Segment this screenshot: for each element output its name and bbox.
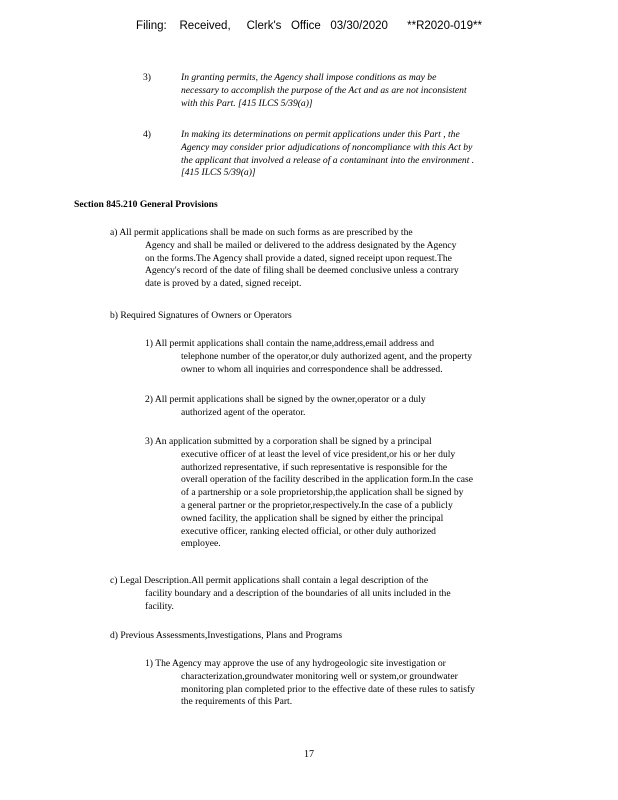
paragraph-b3 bbox=[145, 436, 473, 551]
text-line: [415 ILCS 5/39(a)] bbox=[181, 167, 256, 179]
text-line: 1) The Agency may approve the use of any hydrogeologic site investigation or bbox=[145, 658, 446, 669]
text-line: Agency's record of the date of filing shall be deemed conclusive unless a contrary bbox=[145, 265, 459, 277]
paragraph-c bbox=[110, 575, 451, 613]
filing-header: Filing: Received, Clerk's Office 03/30/2020 **R2020-019** bbox=[136, 20, 482, 32]
text-line: overall operation of the facility described in the application form.In the case bbox=[181, 474, 473, 486]
subsection-b-heading: b) Required Signatures of Owners or Operators bbox=[110, 310, 292, 321]
text-line: 3) An application submitted by a corporation shall be signed by a principal bbox=[145, 436, 432, 447]
text-line: Agency and shall be mailed or delivered to the address designated by the Agency bbox=[145, 239, 457, 251]
text-line: a general partner or the proprietor,respectively.In the case of a publicly bbox=[181, 499, 453, 511]
text-line: telephone number of the operator,or duly authorized agent, and the property bbox=[181, 350, 473, 362]
text-line: the requirements of this Part. bbox=[181, 696, 293, 708]
page-number: 17 bbox=[304, 749, 314, 760]
text-line: a) All permit applications shall be made on such forms as are prescribed by the bbox=[110, 227, 413, 238]
text-line: the applicant that involved a release of a contaminant into the environment . bbox=[181, 154, 475, 166]
paragraph-a bbox=[110, 227, 459, 291]
text-line: characterization,groundwater monitoring well or system,or groundwater bbox=[181, 670, 458, 682]
text-line: In making its determinations on permit applications under this Part , the bbox=[181, 129, 460, 140]
text-line: of a partnership or a sole proprietorship,the application shall be signed by bbox=[181, 487, 464, 499]
text-line: with this Part. [415 ILCS 5/39(a)] bbox=[181, 97, 313, 109]
text-line: executive officer of at least the level of vice president,or his or her duly bbox=[181, 448, 456, 460]
text-line: Agency may consider prior adjudications of noncompliance with this Act by bbox=[181, 141, 473, 153]
item-3-text bbox=[181, 72, 467, 110]
text-line: In granting permits, the Agency shall impose conditions as may be bbox=[181, 72, 437, 83]
item-number: 3) bbox=[143, 72, 151, 83]
text-line: 2) All permit applications shall be signed by the owner,operator or a duly bbox=[145, 394, 426, 405]
text-line: on the forms.The Agency shall provide a dated, signed receipt upon request.The bbox=[145, 252, 452, 264]
text-line: necessary to accomplish the purpose of the Act and as are not inconsistent bbox=[181, 84, 467, 96]
paragraph-b2 bbox=[145, 394, 426, 420]
paragraph-b1 bbox=[145, 338, 472, 376]
text-line: facility boundary and a description of the boundaries of all units included in the bbox=[145, 587, 451, 599]
text-line: authorized representative, if such representative is responsible for the bbox=[181, 461, 448, 473]
text-line: executive officer, ranking elected official, or other duly authorized bbox=[181, 525, 436, 537]
item-number: 4) bbox=[143, 129, 151, 140]
text-line: date is proved by a dated, signed receipt. bbox=[145, 278, 302, 290]
paragraph-d1 bbox=[145, 658, 475, 709]
text-line: authorized agent of the operator. bbox=[181, 406, 306, 418]
item-4-text bbox=[181, 129, 474, 180]
text-line: c) Legal Description.All permit applications shall contain a legal description of the bbox=[110, 575, 429, 586]
text-line: owned facility, the application shall be signed by either the principal bbox=[181, 512, 444, 524]
section-heading: Section 845.210 General Provisions bbox=[74, 199, 218, 210]
subsection-d-heading: d) Previous Assessments,Investigations, Plans and Programs bbox=[110, 630, 343, 641]
text-line: facility. bbox=[145, 600, 174, 612]
text-line: owner to whom all inquiries and correspondence shall be addressed. bbox=[181, 363, 443, 375]
text-line: monitoring plan completed prior to the effective date of these rules to satisfy bbox=[181, 683, 475, 695]
text-line: employee. bbox=[181, 538, 221, 550]
text-line: 1) All permit applications shall contain the name,address,email address and bbox=[145, 338, 435, 349]
